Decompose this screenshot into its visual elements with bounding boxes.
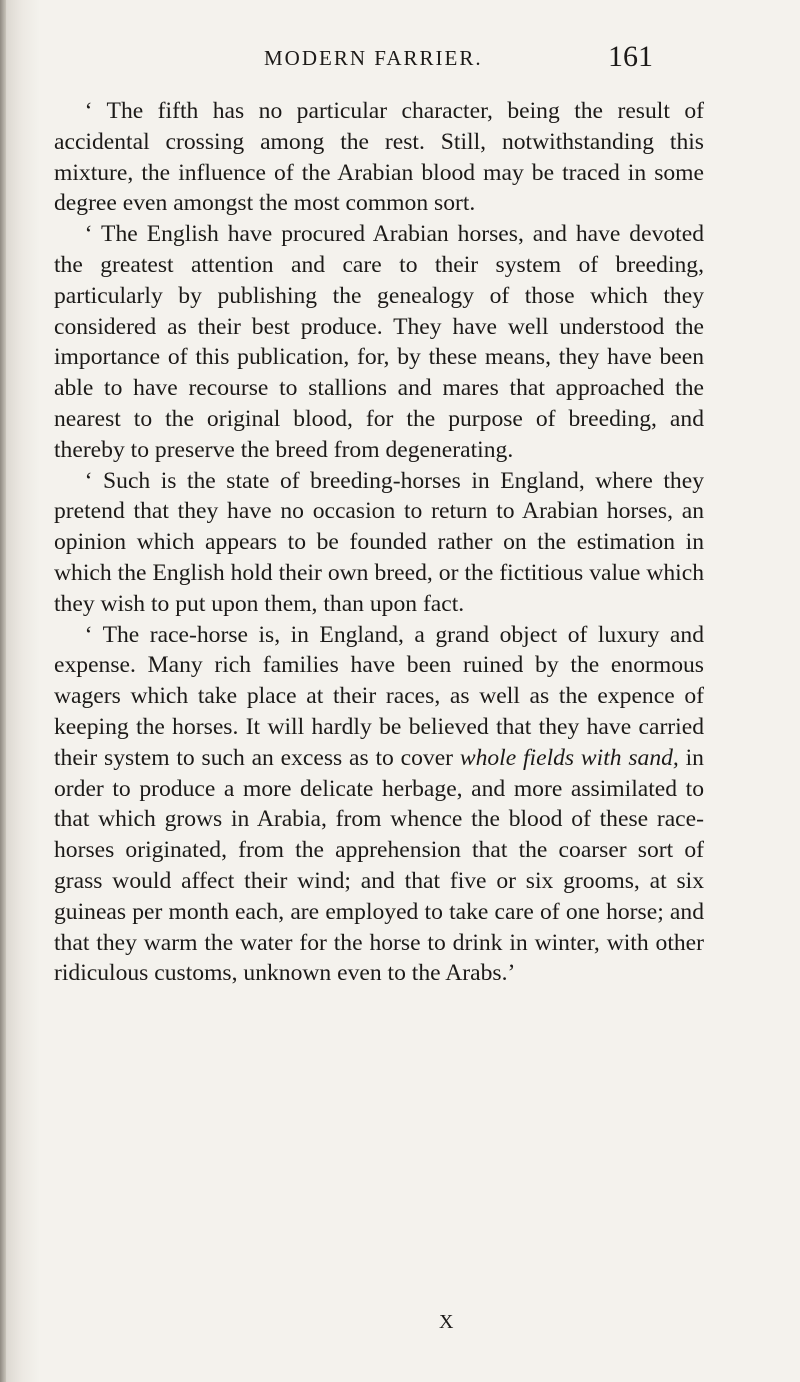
paragraph-4-italic-phrase: whole fields with sand,	[459, 744, 679, 771]
page-number: 161	[608, 40, 653, 73]
paragraph-2: ‘ The English have procured Arabian horses, and have devoted the greatest attention and care to their system of breeding, particularly by publishing the genealogy of those which they considered as their best produce. They have well understood the importance of this publication, for, by these means, they have been able to have recourse to stallions and mares that approached the nearest to the original blood, for the purpose of breeding, and thereby to preserve the breed from degenerating.	[54, 221, 704, 463]
signature-mark: X	[439, 1311, 454, 1333]
page-binding-edge	[0, 0, 6, 1382]
paragraph-4-text-end: in order to produce a more delicate herbage, and more assimilated to that which grows in Arabia, from whence the blood of these race-horses originated, from the apprehension that the coarser sort of grass would affect their wind; and that five or six grooms, at six guineas per month each, are employed to take care of one horse; and that they warm the water for the horse to drink in winter, with other ridiculous customs, unknown even to the Arabs.’	[54, 744, 704, 987]
paragraph-4-text-start: ‘ The race-horse is, in England, a grand object of luxury and expense. Many rich families have been ruined by the enormous wagers which take place at their races, as well as the expence of keeping the horses. It will hardly be believed that they have carried their system to such an excess as to cover	[54, 621, 704, 771]
paragraph-3: ‘ Such is the state of breeding-horses in England, where they pretend that they have no occasion to return to Arabian horses, an opinion which appears to be founded rather on the estimation in which the English hold their own breed, or the fictitious value which they wish to put upon them, than upon fact.	[54, 467, 704, 617]
body-text	[54, 96, 704, 989]
page-header	[60, 40, 740, 76]
paragraph-1: ‘ The fifth has no particular character, being the result of accidental crossing among the rest. Still, notwithstanding this mixture, the influence of the Arabian blood may be traced in some degree even amongst the most common sort.	[54, 98, 704, 217]
running-head: MODERN FARRIER.	[264, 46, 483, 70]
paragraph-4	[54, 620, 704, 990]
